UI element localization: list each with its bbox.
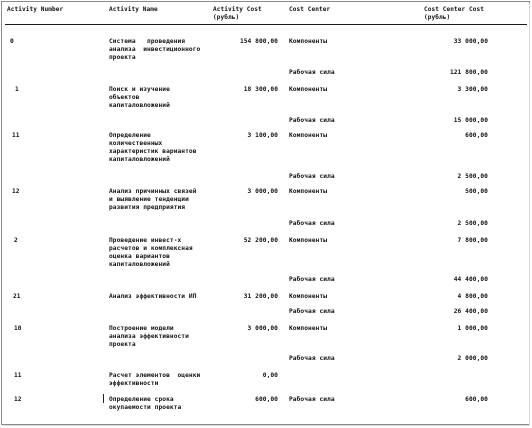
row-4-activity-cost: 3 100,00 <box>247 132 278 139</box>
row-13-cost-center-cost: 2 000,00 <box>457 355 488 362</box>
row-9-cost-center: Рабочая сила <box>289 276 335 283</box>
row-15-cost-center-cost: 600,00 <box>465 396 488 403</box>
row-11-cost-center-cost: 26 400,00 <box>453 308 488 315</box>
row-2-cost-center: Компоненты <box>289 86 328 93</box>
row-4-name: Определение количественных характеристик вариантов капиталовложений <box>109 132 197 163</box>
row-6-cost-center: Компоненты <box>289 188 328 195</box>
row-7-cost-center-cost: 2 500,00 <box>457 220 488 227</box>
row-8-name: Проведение инвест-х расчетов и комплексная оценка вариантов капиталовложений <box>109 237 193 268</box>
row-0-cost-center-cost: 33 000,00 <box>453 38 488 45</box>
row-10-activity-cost: 31 200,00 <box>243 293 278 300</box>
row-6-name: Анализ причинных связей и выявление тенденции развития предприятия <box>109 188 197 211</box>
row-14-name: Расчет элементов оценки эффективности <box>109 372 201 387</box>
row-12-cost-center-cost: 1 000,00 <box>457 325 488 332</box>
row-0-cost-center: Компоненты <box>289 38 328 45</box>
row-4-number: 11 <box>12 132 20 139</box>
row-11-cost-center: Рабочая сила <box>289 308 335 315</box>
row-12-name: Построение модели анализа эффективности проекта <box>109 325 189 348</box>
row-8-cost-center-cost: 7 800,00 <box>457 237 488 244</box>
row-0-activity-cost: 154 800,00 <box>239 38 278 45</box>
header-activity-name: Activity Name <box>109 6 158 13</box>
row-5-cost-center: Рабочая сила <box>289 173 335 180</box>
row-13-cost-center: Рабочая сила <box>289 355 335 362</box>
row-8-cost-center: Компоненты <box>289 237 328 244</box>
row-3-cost-center: Рабочая сила <box>289 117 335 124</box>
row-10-cost-center: Компоненты <box>289 293 328 300</box>
row-10-cost-center-cost: 4 800,00 <box>457 293 488 300</box>
row-12-number: 10 <box>14 325 22 332</box>
row-14-activity-cost: 0,00 <box>262 372 278 379</box>
row-8-number: 2 <box>14 237 18 244</box>
row-6-cost-center-cost: 500,00 <box>465 188 488 195</box>
row-6-activity-cost: 3 000,00 <box>247 188 278 195</box>
row-4-cost-center-cost: 600,00 <box>465 132 488 139</box>
row-5-cost-center-cost: 2 500,00 <box>457 173 488 180</box>
row-15-name: Определение срока окупаемости проекта <box>109 396 182 411</box>
header-cost-center-cost: Cost Center Cost (рубль) <box>424 6 484 21</box>
row-0-name: Система проведения анализа инвестиционного проекта <box>109 38 201 61</box>
row-12-cost-center: Компоненты <box>289 325 328 332</box>
row-2-number: 1 <box>15 86 19 93</box>
row-12-activity-cost: 3 000,00 <box>247 325 278 332</box>
row-1-cost-center-cost: 121 800,00 <box>449 69 488 76</box>
row-10-name: Анализ эффективности ИП <box>109 293 197 300</box>
row-9-cost-center-cost: 44 400,00 <box>453 276 488 283</box>
header-activity-cost: Activity Cost (рубль) <box>213 6 262 21</box>
row-14-number: 11 <box>14 372 22 379</box>
header-cost-center: Cost Center <box>289 6 331 13</box>
header-divider <box>5 24 527 25</box>
row-8-activity-cost: 52 200,00 <box>243 237 278 244</box>
row-2-cost-center-cost: 3 300,00 <box>457 86 488 93</box>
row-0-number: 0 <box>10 38 14 45</box>
row-15-activity-cost: 600,00 <box>255 396 278 403</box>
row-7-cost-center: Рабочая сила <box>289 220 335 227</box>
row-15-number: 12 <box>14 396 22 403</box>
row-10-number: 21 <box>13 293 21 300</box>
row-4-cost-center: Компоненты <box>289 132 328 139</box>
row-2-activity-cost: 18 300,00 <box>243 86 278 93</box>
row-1-cost-center: Рабочая сила <box>289 69 335 76</box>
row-2-name: Поиск и изучение объектов капиталовложений <box>109 86 170 109</box>
row-3-cost-center-cost: 15 000,00 <box>453 117 488 124</box>
header-activity-number: Activity Number <box>7 6 64 13</box>
row-15-cost-center: Рабочая сила <box>289 396 335 403</box>
row-6-number: 12 <box>12 188 20 195</box>
text-caret <box>103 394 104 403</box>
